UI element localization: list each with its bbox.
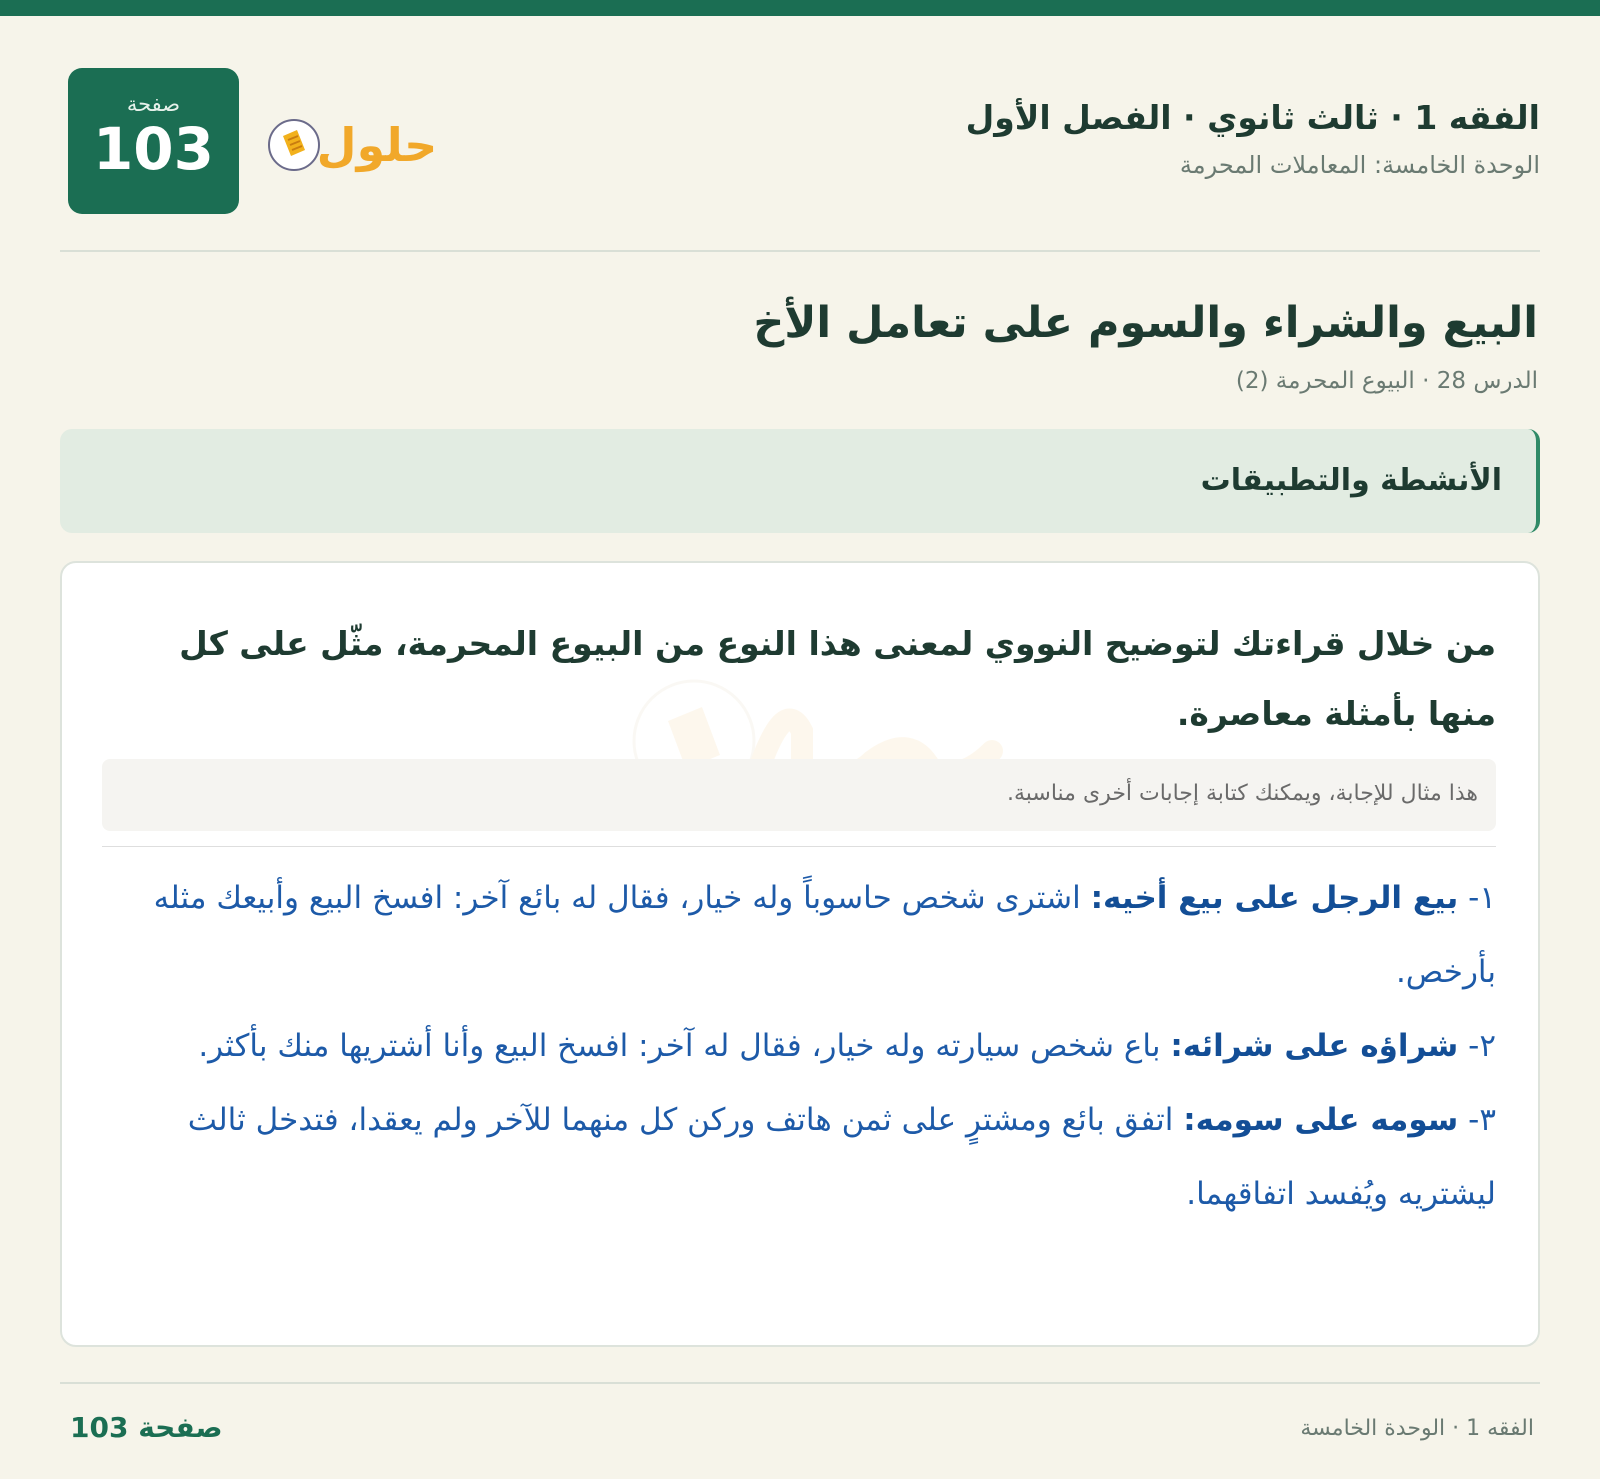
answer-number: ١- (1468, 880, 1496, 916)
section-banner (60, 429, 1540, 533)
answer-divider (102, 846, 1496, 847)
answer-number: ٣- (1468, 1102, 1496, 1138)
answer-note (102, 759, 1496, 831)
page-number-box (68, 68, 239, 214)
page-number: 103 (92, 115, 215, 183)
section-title: الأنشطة والتطبيقات (1200, 463, 1502, 498)
footer-info: الفقه 1 · الوحدة الخامسة (1300, 1416, 1534, 1441)
header-divider (60, 250, 1540, 252)
answer-text: اشترى شخص حاسوباً وله خيار، فقال له بائع آخر: افسخ البيع وأبيعك مثله بأرخص. (153, 880, 1496, 990)
answer-term: سومه على سومه: (1183, 1102, 1459, 1138)
top-accent-bar (0, 0, 1600, 16)
answer-number: ٢- (1468, 1028, 1496, 1064)
header-text (966, 98, 1540, 179)
activity-question: من خلال قراءتك لتوضيح النووي لمعنى هذا النوع من البيوع المحرمة، مثّل على كل منها بأمثلة معاصرة. (179, 624, 1496, 733)
answer-term: بيع الرجل على بيع أخيه: (1090, 880, 1459, 916)
answer-note-text: هذا مثال للإجابة، ويمكنك كتابة إجابات أخرى مناسبة. (1006, 781, 1478, 806)
page-header (60, 68, 1540, 214)
answer-item (102, 1083, 1496, 1231)
footer-divider (60, 1382, 1540, 1384)
answer-item (102, 861, 1496, 1009)
activity-card (60, 561, 1540, 1347)
page-label: صفحة (126, 92, 181, 116)
unit-title: الوحدة الخامسة: المعاملات المحرمة (1179, 151, 1540, 179)
lesson-title: البيع والشراء والسوم على تعامل الأخ (753, 298, 1538, 348)
answer-item (102, 1009, 1496, 1083)
lesson-subtitle: الدرس 28 · البيوع المحرمة (2) (1235, 368, 1538, 394)
logo-mark-icon (267, 114, 437, 176)
answer-list (102, 861, 1496, 1231)
answer-text: اتفق بائع ومشترٍ على ثمن هاتف وركن كل منهما للآخر ولم يعقدا، فتدخل ثالث ليشتريه ويُفسد اتفاقهما. (187, 1102, 1496, 1212)
hulul-logo (267, 114, 437, 176)
footer-page-number: صفحة 103 (70, 1411, 223, 1444)
logo-text: حلول (316, 118, 437, 172)
answer-text: باع شخص سيارته وله خيار، فقال له آخر: افسخ البيع وأنا أشتريها منك بأكثر. (198, 1028, 1161, 1064)
answer-term: شراؤه على شرائه: (1170, 1028, 1459, 1064)
book-title: الفقه 1 · ثالث ثانوي · الفصل الأول (965, 98, 1540, 137)
